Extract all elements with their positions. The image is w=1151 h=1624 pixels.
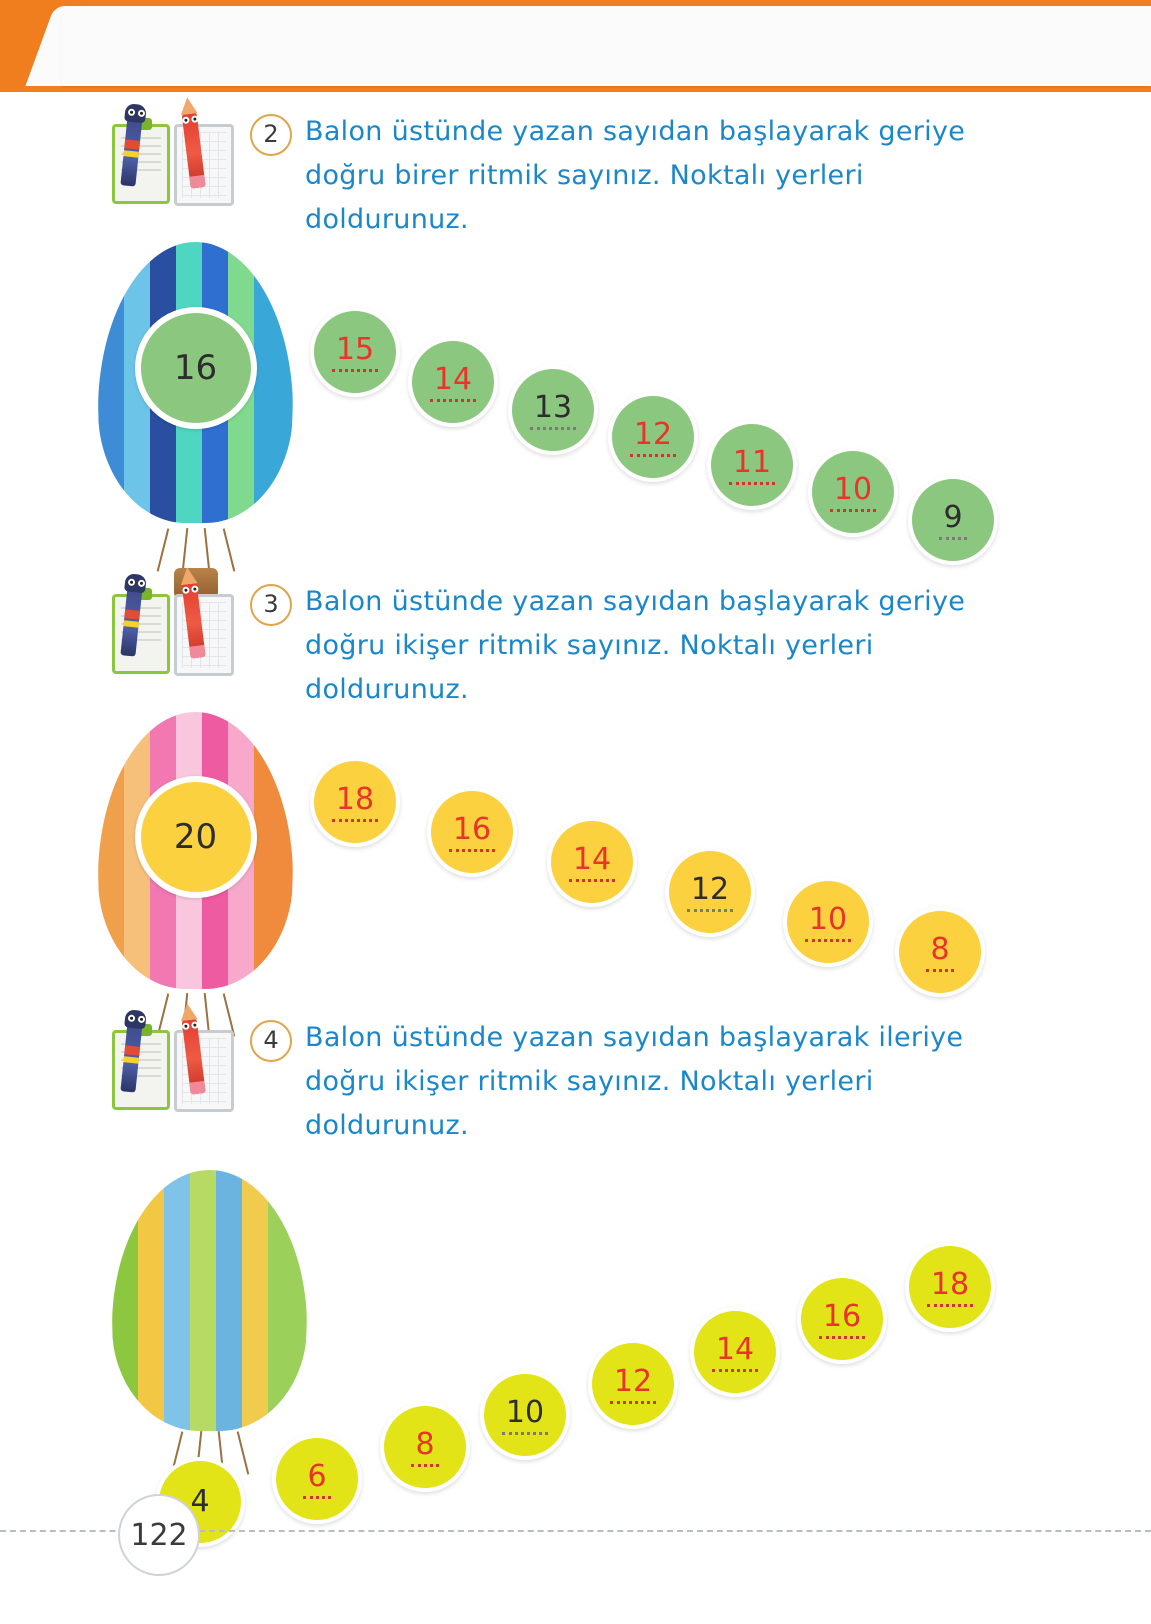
answer-bubble[interactable] xyxy=(408,337,498,427)
exercise-instruction-3: Balon üstünde yazan sayıdan başlayarak geriye doğru ikişer ritmik sayınız. Noktalı yerleri doldurunuz. xyxy=(305,586,966,705)
answer-value: 12 xyxy=(610,1364,656,1404)
answer-value: 12 xyxy=(687,872,733,912)
answer-value: 16 xyxy=(819,1299,865,1339)
pencil-eraser-icon xyxy=(189,645,205,659)
answer-bubble[interactable] xyxy=(608,392,698,482)
answer-value: 10 xyxy=(805,902,851,942)
exercise-number-2: 2 xyxy=(250,114,292,156)
answer-bubble[interactable] xyxy=(895,907,985,997)
answer-value: 14 xyxy=(430,362,476,402)
pen-band-icon xyxy=(124,139,140,150)
header-white-panel xyxy=(62,6,1151,86)
pencil-eye-left-icon xyxy=(182,1022,190,1030)
answer-value: 9 xyxy=(939,500,966,540)
exercise-instruction-2: Balon üstünde yazan sayıdan başlayarak geriye doğru birer ritmik sayınız. Noktalı yerleri doldurunuz. xyxy=(305,116,966,235)
pencil-eraser-icon xyxy=(189,1081,205,1095)
answer-bubble[interactable] xyxy=(905,1242,995,1332)
balloon-envelope-4 xyxy=(112,1170,307,1431)
answer-value: 11 xyxy=(729,445,775,485)
notepad-icon xyxy=(174,1030,234,1112)
exercise-number-3: 3 xyxy=(250,584,292,626)
answer-bubble[interactable] xyxy=(783,877,873,967)
notepad-icon xyxy=(174,594,234,676)
answer-bubble[interactable] xyxy=(665,847,755,937)
answer-bubble[interactable] xyxy=(480,1370,570,1460)
pencil-eraser-icon xyxy=(189,175,205,189)
balloon-value-circle-3: 20 xyxy=(135,776,257,898)
answer-bubble[interactable] xyxy=(808,447,898,537)
pencil-eye-right-icon xyxy=(191,585,199,593)
answer-bubble[interactable] xyxy=(310,307,400,397)
page-body xyxy=(0,92,1151,1532)
answer-bubble[interactable] xyxy=(380,1402,470,1492)
answer-bubble[interactable] xyxy=(547,817,637,907)
answer-value: 18 xyxy=(332,782,378,822)
pen-band-icon xyxy=(124,609,140,620)
mascot-icons-3 xyxy=(112,580,232,675)
page-number: 122 xyxy=(118,1494,200,1576)
answer-bubble[interactable] xyxy=(707,420,797,510)
pen-band-icon xyxy=(124,1045,140,1056)
pen-band2-icon xyxy=(123,620,139,628)
pencil-eye-right-icon xyxy=(191,1021,199,1029)
exercise-number-4: 4 xyxy=(250,1020,292,1062)
answer-value: 13 xyxy=(530,390,576,430)
balloon-ropes-2 xyxy=(156,528,236,572)
answer-bubble[interactable] xyxy=(508,365,598,455)
answer-bubble[interactable] xyxy=(310,757,400,847)
answer-value: 14 xyxy=(712,1332,758,1372)
notepad-icon xyxy=(174,124,234,206)
clipboard-icon xyxy=(112,1030,170,1110)
answer-bubble[interactable] xyxy=(908,475,998,565)
answer-value: 4 xyxy=(190,1483,210,1519)
balloon-value-circle-2: 16 xyxy=(135,307,257,429)
answer-value: 18 xyxy=(927,1267,973,1307)
answer-bubble[interactable] xyxy=(427,787,517,877)
answer-bubble[interactable] xyxy=(690,1307,780,1397)
pen-band2-icon xyxy=(123,150,139,158)
answer-value: 6 xyxy=(303,1459,330,1499)
answer-bubble[interactable] xyxy=(588,1339,678,1429)
answer-value: 10 xyxy=(830,472,876,512)
answer-bubble[interactable] xyxy=(272,1434,362,1524)
answer-value: 14 xyxy=(569,842,615,882)
mascot-icons-4 xyxy=(112,1016,232,1111)
answer-value: 8 xyxy=(926,932,953,972)
clipboard-icon xyxy=(112,594,170,674)
pencil-tip-icon xyxy=(179,96,198,115)
answer-value: 15 xyxy=(332,332,378,372)
balloon-2 xyxy=(98,242,293,602)
answer-bubble[interactable] xyxy=(797,1274,887,1364)
page-header-bar xyxy=(0,0,1151,92)
clipboard-icon xyxy=(112,124,170,204)
answer-value: 12 xyxy=(630,417,676,457)
pen-band2-icon xyxy=(123,1056,139,1064)
exercise-instruction-4: Balon üstünde yazan sayıdan başlayarak ileriye doğru ikişer ritmik sayınız. Noktalı yerleri doldurunuz. xyxy=(305,1022,964,1141)
pencil-eye-left-icon xyxy=(182,116,190,124)
answer-value: 16 xyxy=(449,812,495,852)
answer-value: 10 xyxy=(502,1395,548,1435)
answer-value: 8 xyxy=(411,1427,438,1467)
pencil-eye-left-icon xyxy=(182,586,190,594)
mascot-icons-2 xyxy=(112,110,232,205)
pencil-eye-right-icon xyxy=(191,115,199,123)
